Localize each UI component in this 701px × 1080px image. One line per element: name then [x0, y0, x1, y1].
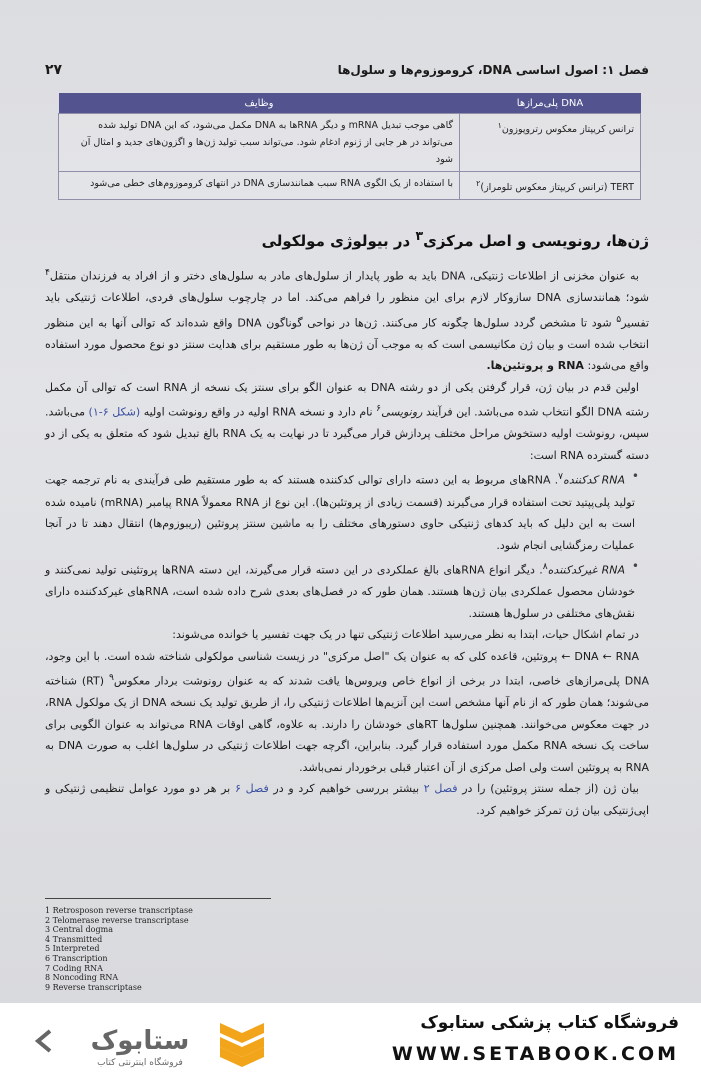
svg-text:ستابوک: ستابوک — [90, 1026, 190, 1056]
table-cell-name: TERT (ترانس کریپتاز معکوس تلومراز)$^۲$ — [460, 172, 641, 200]
footnote: 3 Central dogma — [45, 925, 113, 935]
footnote-divider — [45, 898, 271, 899]
page-number: ۲۷ — [45, 62, 63, 78]
setabook-logo — [30, 1017, 270, 1069]
list-item: • RNA غیرکدکننده$^۸$. دیگر انواع RNAهای بالغ عملکردی در این دسته قرار می‌گیرند، این دسته RNAها پروتئینی تولید نمی‌کنند و خودشان محصول عملکردی بیان ژن‌ها هستند. همان طور که در فصل‌های بعدی شرح داده شده است، RNAهای غیرکدکننده دارای نقش‌های مختلفی در سلول‌ها هستند. — [45, 556, 649, 624]
section-heading: ژن‌ها، رونویسی و اصل مرکزی$^۳$ در بیولوژی مولکولی — [261, 228, 649, 250]
list-item: • RNA کدکننده$^۷$. RNAهای مربوط به این دسته دارای توالی کدکننده هستند که به طور مستقیم طی فرآیندی به نام ترجمه جهت تولید پلی‌پپتید تحت استفاده قرار می‌گیرند (قسمت زیادی از پروتئین‌ها). این نوع از RNA معمولاً RNA پیامبر (mRNA) نامیده شده است به این دلیل که باید کدهای ژنتیکی حاوی دستورهای مختلف را به ماشین سنتز پروتئین (ریبوزوم‌ها) انتقال دهند تا در آنجا عملیات رمزگشایی انجام شود. — [45, 466, 649, 556]
footnote: 7 Coding RNA — [45, 963, 103, 973]
paragraph: بیان ژن (از جمله سنتز پروتئین) را در فصل ۲ بیشتر بررسی خواهیم کرد و در فصل ۶ بر هر دو مورد عوامل تنظیمی ژنتیکی و اپی‌ژنتیکی بیان ژن تمرکز خواهیم کرد. — [45, 782, 649, 817]
footnote: 9 Reverse transcriptase — [45, 982, 142, 992]
paragraph: در تمام اشکال حیات، ابتدا به نظر می‌رسید اطلاعات ژنتیکی تنها در یک جهت تفسیر یا خوانده می‌شوند: — [172, 628, 639, 642]
chapter-link[interactable]: فصل ۶ — [234, 782, 269, 796]
table-row — [59, 172, 641, 200]
table-header-row — [59, 93, 641, 114]
table-cell-desc: گاهی موجب تبدیل mRNA و دیگر RNAها به DNA مکمل می‌شود، که این DNA تولید شده می‌تواند در هر جایی از ژنوم ادغام شود. می‌تواند سبب تولید ژن‌ها و اگزون‌های جدید و امثال آن شود — [59, 114, 460, 172]
watermark-banner — [0, 1003, 701, 1080]
footnote: 1 Retrosposon reverse transcriptase — [45, 906, 193, 915]
table-header-polymerases: DNA پلی‌مرازها — [460, 93, 641, 114]
footnote: 8 Noncoding RNA — [45, 973, 119, 983]
svg-text:فروشگاه اینترنتی کتاب: فروشگاه اینترنتی کتاب — [97, 1058, 183, 1068]
table-cell-desc: با استفاده از یک الگوی RNA سبب همانندسازی DNA در انتهای کروموزوم‌های خطی می‌شود — [59, 172, 460, 200]
table-header-functions: وظایف — [59, 93, 460, 114]
paragraph: اولین قدم در بیان ژن، قرار گرفتن یکی از دو رشته DNA به عنوان الگو برای سنتز یک نسخه از RNA است که توالی آن مکمل رشته DNA الگو انتخاب شده می‌باشد. این فرآیند رونویسی$^۶$ نام دارد و نسخه RNA اولیه در واقع رونوشت اولیه (شکل ۶-۱) می‌باشد. سپس، رونوشت اولیه دستخوش مراحل مختلف پردازش قرار می‌گیرد تا در نهایت به یک RNA بالغ تبدیل شود که متعلق به یکی از دو دسته گسترده RNA است: — [45, 380, 650, 462]
polymerase-table — [58, 93, 641, 200]
figure-link[interactable]: (شکل ۶-۱) — [88, 405, 141, 419]
footnote: 5 Interpreted — [45, 944, 100, 954]
chapter-link[interactable]: فصل ۲ — [423, 782, 458, 796]
paragraph: DNA ← RNA ← پروتئین، قاعده کلی که به عنوان یک "اصل مرکزی" در زیست شناسی مولکولی شناخته شده است. با این وجود، DNA پلی‌مرازهای خاصی، ابتدا در برخی از انواع خاص ویروس‌ها یافت شدند که به عنوان رونوشت بردار معکوس$^۹$ (RT) شناخته می‌شوند؛ همان طور که از نام آنها مشخص است این آنزیم‌ها اطلاعات ژنتیکی را، از طریق تولید یک نسخه DNA از یک مولکول RNA، در جهت معکوس می‌خوانند. همچنین سلول‌ها RTهای خودشان را دارند. به علاوه، گاهی اوقات RNA می‌تواند به عنوان الگویی برای ساخت یک نسخه RNA مکمل مورد استفاده قرار گیرد. بنابراین، اگرچه جهت اطلاعات ژنتیکی در سلول‌ها اغلب به صورت DNA به RNA به پروتئین است ولی اصل مرکزی از آن اعتبار قبلی برخوردار نمی‌باشد. — [45, 649, 650, 774]
footnote: 4 Transmitted — [45, 934, 103, 944]
body-text — [45, 262, 649, 821]
table-row — [59, 114, 641, 172]
shop-name: فروشگاه کتاب پزشکی ستابوک — [420, 1013, 679, 1033]
running-header — [45, 55, 649, 85]
footnote: 2 Telomerase reverse transcriptase — [45, 915, 189, 925]
chapter-title: فصل ۱: اصول اساسی DNA، کروموزوم‌ها و سلول‌ها — [337, 63, 649, 77]
paragraph: به عنوان مخزنی از اطلاعات ژنتیکی، DNA باید به طور پایدار از سلول‌های مادر به سلول‌های دختر و از افراد به فرزندان منتقل$^۴$ شود؛ همانندسازی DNA سازوکار لازم برای این منظور را فراهم می‌کند. اما در چارچوب سلول‌های فردی، اطلاعات ژنتیکی باید تفسیر$^۵$ شود تا مشخص گردد سلول‌ها چگونه کار می‌کنند. ژن‌ها در نواحی گوناگون DNA واقع شده‌اند که توالی آنها به این منظور انتخاب شده است و بیان ژن مکانیسمی است که به موجب آن ژن‌ها به طور مستقیم برای هدایت سنتز دو نوع محصول مورد استفاده واقع می‌شود: RNA و پروتئین‌ها. — [45, 267, 650, 373]
footnote: 6 Transcription — [45, 953, 108, 963]
shop-url[interactable]: WWW.SETABOOK.COM — [391, 1043, 679, 1065]
chevron-logo-icon — [220, 1023, 264, 1067]
footnotes — [45, 906, 345, 992]
table-cell-name: ترانس کریپتاز معکوس رتروپوزون$^۱$ — [460, 114, 641, 172]
